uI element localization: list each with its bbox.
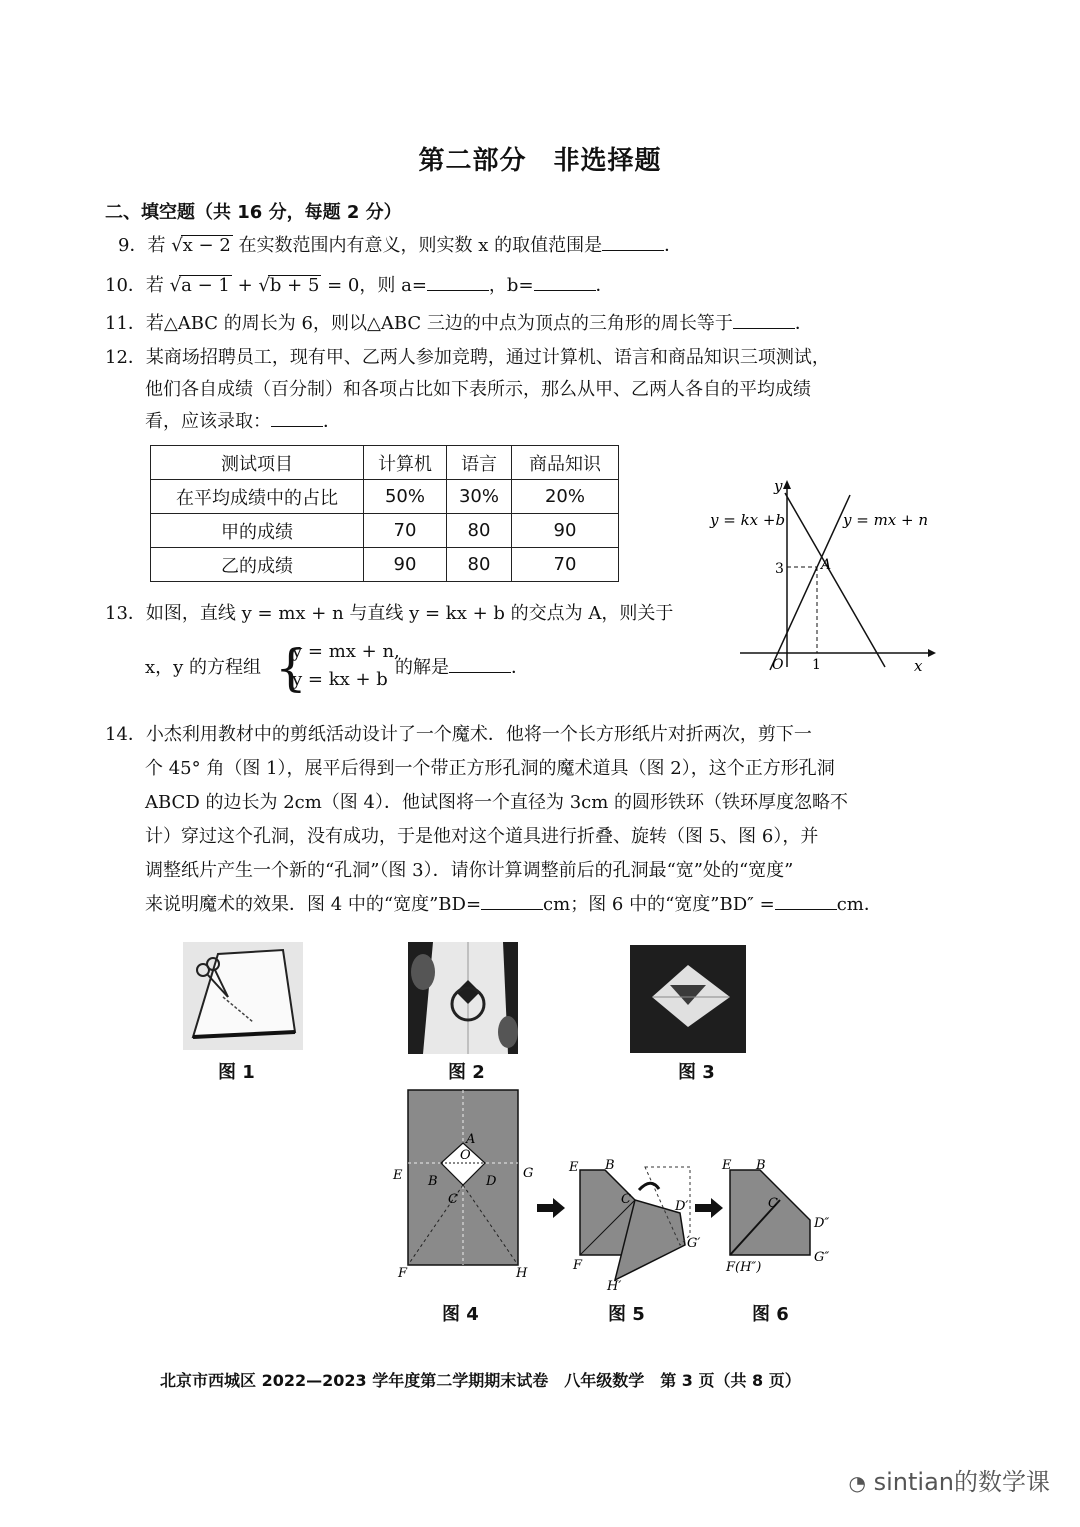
q14-line6c: cm．	[836, 894, 882, 915]
q12-end: ．	[323, 411, 341, 432]
q10-number: 10．	[105, 275, 146, 296]
q9-answer-blank[interactable]	[602, 232, 664, 251]
table-cell: 70	[364, 514, 447, 548]
q9-number: 9．	[118, 235, 148, 256]
q14-line3: ABCD 的边长为 2cm（图 4）．他试图将一个直径为 3cm 的圆形铁环（铁环厚度忽略不	[145, 792, 849, 813]
table-header-row	[151, 446, 619, 480]
table-cell: 商品知识	[512, 446, 619, 480]
fig6-label-b: B	[756, 1158, 766, 1173]
q11-answer-blank[interactable]	[733, 310, 795, 329]
figure-4-diagram	[388, 1085, 548, 1280]
table-cell: 90	[512, 514, 619, 548]
equation-1: y = mx + n,	[292, 641, 400, 662]
q14-line4: 计）穿过这个孔洞，没有成功，于是他对这个道具进行折叠、旋转（图 5、图 6），并	[145, 826, 819, 847]
score-table	[150, 445, 619, 582]
q14-line6a: 来说明魔术的效果．图 4 中的“宽度”BD=	[145, 894, 482, 915]
x-axis-arrow	[928, 649, 936, 657]
q10-pre: 若	[145, 275, 164, 296]
fig5-label-d: D′	[675, 1199, 689, 1214]
fig4-label-f: F	[398, 1266, 408, 1280]
arrow-right-icon	[537, 1198, 567, 1218]
sqrt-symbol: √	[169, 275, 182, 296]
question-10	[105, 270, 614, 302]
table-cell: 语言	[447, 446, 512, 480]
question-12	[105, 342, 830, 438]
figure-3-caption: 图 3	[678, 1062, 715, 1083]
table-row	[151, 548, 619, 582]
page-footer: 北京市西城区 2022—2023 学年度第二学期期末试卷 八年级数学 第 3 页（共 8 页）	[160, 1371, 801, 1390]
fig5-label-h: H′	[607, 1279, 622, 1294]
fig5-label-c: C	[621, 1192, 631, 1207]
table-cell: 甲的成绩	[151, 514, 364, 548]
fig5-label-g: G′	[687, 1236, 701, 1251]
fig4-label-c: C	[448, 1192, 458, 1207]
fig4-label-d: D	[486, 1174, 497, 1189]
fig4-label-e: E	[393, 1168, 403, 1183]
q10-radicand-a: a − 1	[181, 275, 230, 296]
rotate-arrow-icon	[639, 1183, 659, 1190]
q10-sep: ，b=	[488, 275, 534, 296]
fig4-label-b: B	[428, 1174, 438, 1189]
q12-number: 12．	[105, 347, 146, 368]
table-row	[151, 480, 619, 514]
line-kx-b-label: y = kx +b	[710, 511, 786, 529]
figure-3-photo	[630, 945, 746, 1053]
table-cell: 80	[447, 548, 512, 582]
q9-pre: 若	[147, 235, 166, 256]
fig6-label-g: G″	[814, 1250, 830, 1265]
table-cell: 计算机	[364, 446, 447, 480]
q14-line1: 小杰利用教材中的剪纸活动设计了一个魔术．他将一个长方形纸片对折两次，剪下一	[145, 724, 812, 745]
equation-system	[292, 638, 400, 694]
figure-2-photo	[408, 942, 518, 1054]
watermark-text: sintian的数学课	[873, 1468, 1050, 1496]
sqrt-symbol: √	[258, 275, 270, 296]
figure-6-caption: 图 6	[752, 1304, 789, 1325]
fig4-label-h: H	[516, 1266, 528, 1280]
table-cell: 乙的成绩	[151, 548, 364, 582]
question-14	[105, 718, 882, 922]
q11-text: 若△ABC 的周长为 6，则以△ABC 三边的中点为顶点的三角形的周长等于	[145, 313, 733, 334]
fig5-label-e: E	[569, 1160, 579, 1175]
q14-answer-bd2-blank[interactable]	[775, 891, 837, 910]
q12-line1: 某商场招聘员工，现有甲、乙两人参加竞聘，通过计算机、语言和商品知识三项测试，	[145, 347, 830, 368]
q10-plus: +	[237, 275, 253, 296]
watermark	[849, 1462, 1050, 1497]
section-heading: 二、填空题（共 16 分，每题 2 分）	[105, 202, 402, 223]
fig4-label-o: O	[460, 1148, 471, 1163]
y-tick-label: 3	[775, 561, 784, 577]
fig5-label-b: B	[605, 1158, 615, 1173]
q10-answer-b-blank[interactable]	[534, 272, 596, 291]
figure-1-caption: 图 1	[218, 1062, 255, 1083]
figure-5-caption: 图 5	[608, 1304, 645, 1325]
figure-4-caption: 图 4	[442, 1304, 479, 1325]
fig6-label-c: C	[768, 1196, 778, 1211]
fig4-label-a: A	[466, 1132, 476, 1147]
q13-system-prefix: x，y 的方程组	[145, 657, 262, 678]
q13-answer-blank[interactable]	[449, 654, 511, 673]
figure-6-diagram	[720, 1155, 850, 1280]
x-tick-label: 1	[812, 657, 821, 673]
table-row	[151, 514, 619, 548]
line-mx-n-label: y = mx + n	[843, 511, 929, 529]
page-title: 第二部分 非选择题	[418, 146, 662, 176]
q13-linear-graph	[700, 475, 940, 675]
q13-answer-line	[395, 652, 529, 684]
wechat-icon: ◔	[848, 1471, 866, 1495]
q12-line3: 看，应该录取：	[145, 411, 271, 432]
question-13	[105, 598, 673, 630]
point-a-label: A	[821, 557, 832, 573]
table-cell: 80	[447, 514, 512, 548]
figure-2-caption: 图 2	[448, 1062, 485, 1083]
table-cell: 在平均成绩中的占比	[151, 480, 364, 514]
q10-radicand-b: b + 5	[269, 275, 320, 296]
figure-1-photo	[183, 942, 303, 1050]
table-cell: 70	[512, 548, 619, 582]
table-cell: 20%	[512, 480, 619, 514]
q12-line2: 他们各自成绩（百分制）和各项占比如下表所示，那么从甲、乙两人各自的平均成绩	[145, 379, 811, 400]
y-axis-arrow	[783, 480, 791, 489]
fig6-label-e: E	[722, 1158, 732, 1173]
q14-line2: 个 45° 角（图 1），展平后得到一个带正方形孔洞的魔术道具（图 2），这个正方形孔洞	[145, 758, 835, 779]
q13-line1: 如图，直线 y = mx + n 与直线 y = kx + b 的交点为 A，则关于	[145, 603, 674, 624]
q10-answer-a-blank[interactable]	[427, 272, 489, 291]
sqrt-symbol: √	[171, 235, 183, 256]
q10-mid: = 0，则 a=	[327, 275, 427, 296]
q14-number: 14．	[105, 724, 146, 745]
fig5-label-f: F	[573, 1258, 583, 1273]
question-11	[105, 308, 813, 340]
q14-line6b: cm；图 6 中的“宽度”BD″ =	[543, 894, 775, 915]
question-9	[118, 230, 682, 262]
q11-end: ．	[794, 313, 813, 334]
q13-end: ．	[511, 657, 529, 678]
q9-radicand: x − 2	[182, 235, 231, 256]
table-cell: 50%	[364, 480, 447, 514]
q9-end: ．	[664, 235, 683, 256]
fig6-label-f: F(H″)	[726, 1260, 762, 1275]
brace-symbol: {	[275, 639, 307, 697]
q13-post: 的解是	[395, 657, 449, 678]
q10-end: ．	[595, 275, 614, 296]
q11-number: 11．	[105, 313, 146, 334]
q13-number: 13．	[105, 603, 146, 624]
table-cell: 90	[364, 548, 447, 582]
equation-2: y = kx + b	[292, 669, 388, 690]
table-cell: 30%	[447, 480, 512, 514]
origin-label: O	[772, 657, 784, 673]
q14-line5: 调整纸片产生一个新的“孔洞”（图 3）．请你计算调整前后的孔洞最“宽”处的“宽度”	[145, 860, 794, 881]
q9-post: 在实数范围内有意义，则实数 x 的取值范围是	[238, 235, 603, 256]
y-axis-label: y	[774, 477, 783, 495]
x-axis-label: x	[914, 657, 923, 675]
fig6-label-d: D″	[814, 1216, 830, 1231]
q14-answer-bd-blank[interactable]	[481, 891, 543, 910]
fig4-label-g: G	[523, 1166, 534, 1181]
table-cell: 测试项目	[151, 446, 364, 480]
q12-answer-blank[interactable]	[271, 408, 323, 427]
figure-5-diagram	[565, 1155, 715, 1295]
